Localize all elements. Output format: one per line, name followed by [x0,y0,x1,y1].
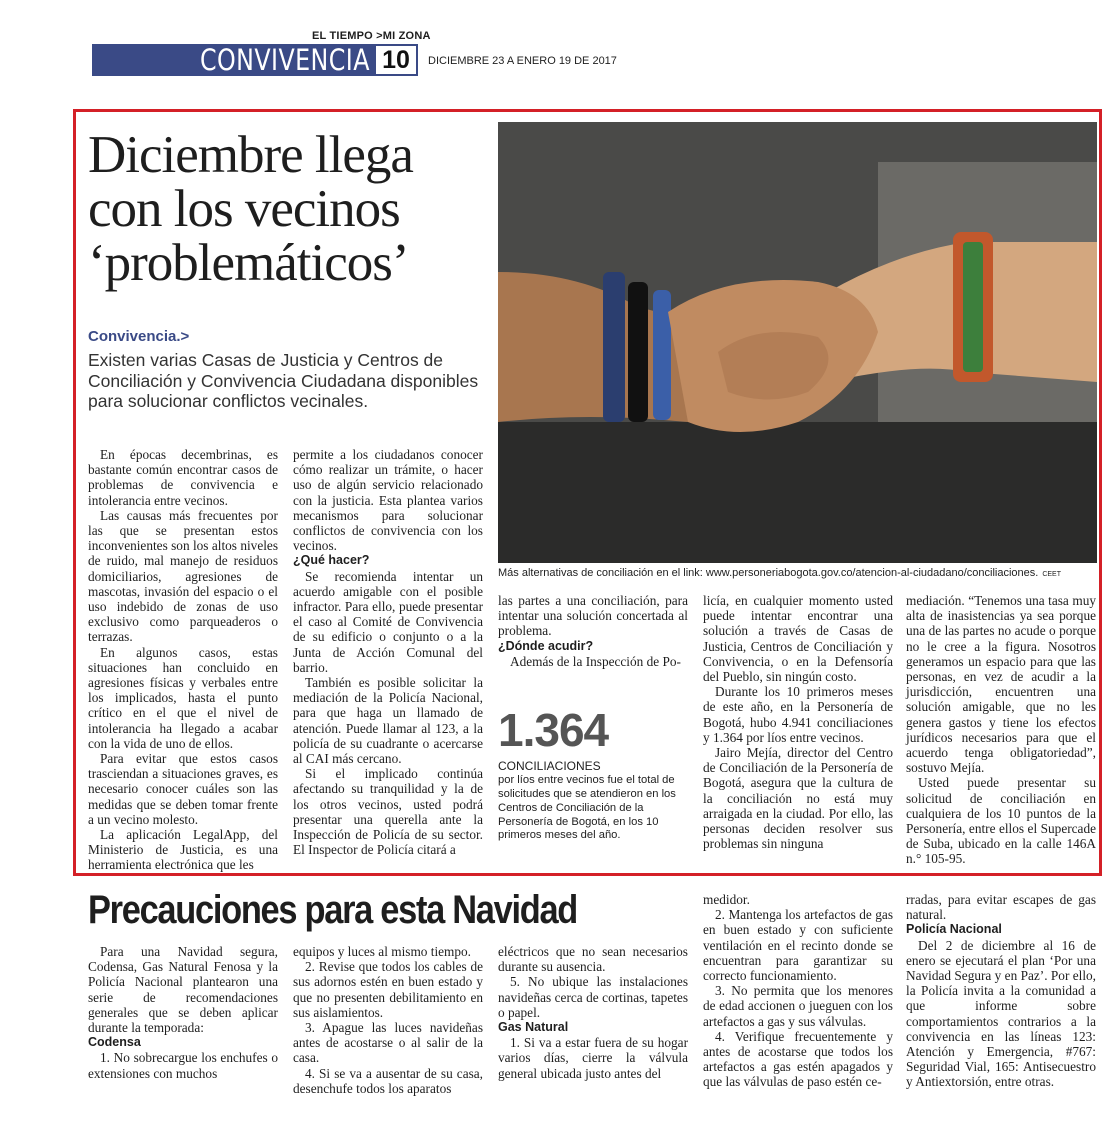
paragraph: Además de la Inspección de Po- [510,653,681,669]
paragraph: Las causas más frecuentes por las que se presentan estos inconvenientes son los altos niveles de ruido, mal manejo de residuos domiciliarios, agresiones de mascotas, invasión del espacio o el uso indebido de zonas de uso exclusivo como parqueaderos o terrazas. [88,507,278,645]
stat-description: por líos entre vecinos fue el total de solicitudes que se atendieron en los Centros de Conciliación de la Personería de Bogotá, en los 10 primeros meses del año. [498,774,676,842]
paragraph: 3. Apague las luces navideñas antes de acostarse o al salir de la casa. [293,1020,483,1066]
photo-credit: CEET [1042,571,1061,578]
paragraph: Para evitar que estos casos trasciendan a situaciones graves, es necesario conocer cuáles son las medidas que se deben tomar frente a un vecino molesto. [88,751,278,827]
article1-column-5 [906,593,1096,867]
article1-column-4 [703,593,893,851]
subheading-donde-acudir: ¿Dónde acudir? [498,638,594,653]
photo-caption [498,567,1061,579]
article2-column-5 [906,892,1096,1090]
paragraph: medidor. [703,892,750,907]
paragraph: equipos y luces al mismo tiempo. [293,944,472,959]
paragraph: 1. No sobrecargue los enchufes o extensiones con muchos [88,1050,278,1081]
article2-column-4 [703,892,893,1090]
paragraph: Se recomienda intentar un acuerdo amigable con el posible infractor. Para ello, puede presentar el caso al Comité de Convivencia de su edificio o conjunto o a la Junta de Acción Comunal del barrio. [293,568,483,675]
paragraph: licía, en cualquier momento usted puede intentar encontrar una solución a través de Casas de Justicia, Centros de Conciliación y Convivencia, o en la Defensoría del Pueblo, sin ningún costo. [703,593,893,685]
subheading-policia-nacional: Policía Nacional [906,922,1002,937]
issue-date: DICIEMBRE 23 A ENERO 19 DE 2017 [428,55,617,67]
article2-column-3 [498,944,688,1081]
article-kicker: Convivencia.> [88,328,190,345]
paragraph: eléctricos que no sean necesarios durante su ausencia. [498,944,688,975]
paragraph: Usted puede presentar su solicitud de conciliación en cualquiera de los 10 puntos de la Personería, entre ellos el Supercade de Suba, ubicado en la calle 146A n.° 105-95. [906,775,1096,867]
paragraph: permite a los ciudadanos conocer cómo realizar un trámite, o hacer uso de algún servicio relacionado con la justicia. Esta plantea varios mecanismos para solucionar conflictos de convivencia con los vecinos. [293,447,483,554]
paragraph: 1. Si va a estar fuera de su hogar varios días, cierre la válvula general ubicada justo antes del [498,1035,688,1081]
subheading-que-hacer: ¿Qué hacer? [293,553,370,568]
stat-label: CONCILIACIONES [498,759,601,774]
paragraph: Del 2 de diciembre al 16 de enero se ejecutará el plan ‘Por una Navidad Segura y en Paz’. Por ello, la Policía invita a la comunidad a que informe sobre comportamientos contrarios a la convivencia en las líneas 123: Atención y Emergencia, #767: Seguridad Vial, 165: Antisecuestro y Antiextorsión, entre otras. [906,937,1096,1090]
paragraph: 4. Verifique frecuentemente y antes de acostarse que todos los artefactos a gas estén apagados y que las válvulas de paso estén ce- [703,1028,893,1090]
article-headline: Diciembre llega con los vecinos ‘problemáticos’ [88,126,413,292]
paragraph: Durante los 10 primeros meses de este año, en la Personería de Bogotá, hubo 4.941 conciliaciones y 1.364 por líos entre vecinos. [703,684,893,745]
publication-label: EL TIEMPO >MI ZONA [312,30,431,42]
article2-headline: Precauciones para esta Navidad [88,888,578,932]
section-title: CONVIVENCIA [200,43,370,77]
handshake-photo [498,122,1097,563]
stat-value: 1.364 [498,704,609,757]
paragraph: 5. No ubique las instalaciones navideñas cerca de cortinas, tapetes o papel. [498,974,688,1020]
subheading-gas-natural: Gas Natural [498,1020,569,1035]
paragraph: 2. Mantenga los artefactos de gas en buen estado y con suficiente ventilación en el recinto donde se encuentran para garantizar su correcto funcionamiento. [703,907,893,984]
subheading-codensa: Codensa [88,1035,141,1050]
paragraph: La aplicación LegalApp, del Ministerio de Justicia, es una herramienta electrónica que les [88,827,278,873]
article-lead: Existen varias Casas de Justicia y Centros de Conciliación y Convivencia Ciudadana disponibles para solucionar conflictos vecinales. [88,350,479,411]
handshake-illustration [498,122,1097,563]
caption-text: Más alternativas de conciliación en el link: www.personeriabogota.gov.co/atencion-al-ciudadano/conciliaciones. [498,567,1039,579]
paragraph: rradas, para evitar escapes de gas natural. [906,892,1096,923]
paragraph: 3. No permita que los menores de edad accionen o jueguen con los artefactos a gas y sus válvulas. [703,983,893,1029]
paragraph: En algunos casos, estas situaciones han concluido en agresiones físicas y verbales entre los implicados, hasta el punto crítico en el que el nivel de intolerancia ha llegado a acabar con la vida de uno de ellos. [88,644,278,751]
article1-column-3 [498,593,688,843]
article1-column-1 [88,447,278,873]
page-number: 10 [376,46,416,74]
article2-column-1 [88,944,278,1081]
paragraph: 2. Revise que todos los cables de sus adornos estén en buen estado y que no presenten debilitamiento en sus aislamientos. [293,959,483,1020]
paragraph: mediación. “Tenemos una tasa muy alta de inasistencias ya sea porque una de las partes no acude o porque no le cree a la figura. Nosotros generamos un espacio para que las personas, en vez de acudir a la jurisdicción, encuentren una solución amigable, que no les genera gastos y tiene los efectos jurídicos necesarios para que el acuerdo tenga obligatoriedad”, sostuvo Mejía. [906,593,1096,776]
paragraph: En épocas decembrinas, es bastante común encontrar casos de problemas de convivencia e intolerancia entre vecinos. [88,447,278,508]
paragraph: Jairo Mejía, director del Centro de Conciliación de la Personería de Bogotá, asegura que la cultura de la conciliación no está muy arraigada en la ciudad. Por ello, las personas deciden resolver sus problemas sin ninguna [703,745,893,852]
paragraph: También es posible solicitar la mediación de la Policía Nacional, para que haga un llamado de atención. Puede llamar al 123, a la policía de su cuadrante o acercarse al CAI más cercano. [293,675,483,767]
article2-column-2 [293,944,483,1096]
paragraph: Para una Navidad segura, Codensa, Gas Natural Fenosa y la Policía Nacional plantearon una serie de recomendaciones generales que se deben aplicar durante la temporada: [88,944,278,1036]
paragraph: las partes a una conciliación, para intentar una solución concertada al problema. [498,593,688,639]
article1-column-2 [293,447,483,857]
paragraph: Si el implicado continúa afectando su tranquilidad y la de los otros vecinos, usted podrá presentar una querella ante la Inspección de Policía de su sector. El Inspector de Policía citará a [293,766,483,858]
paragraph: 4. Si se va a ausentar de su casa, desenchufe todos los aparatos [293,1065,483,1096]
